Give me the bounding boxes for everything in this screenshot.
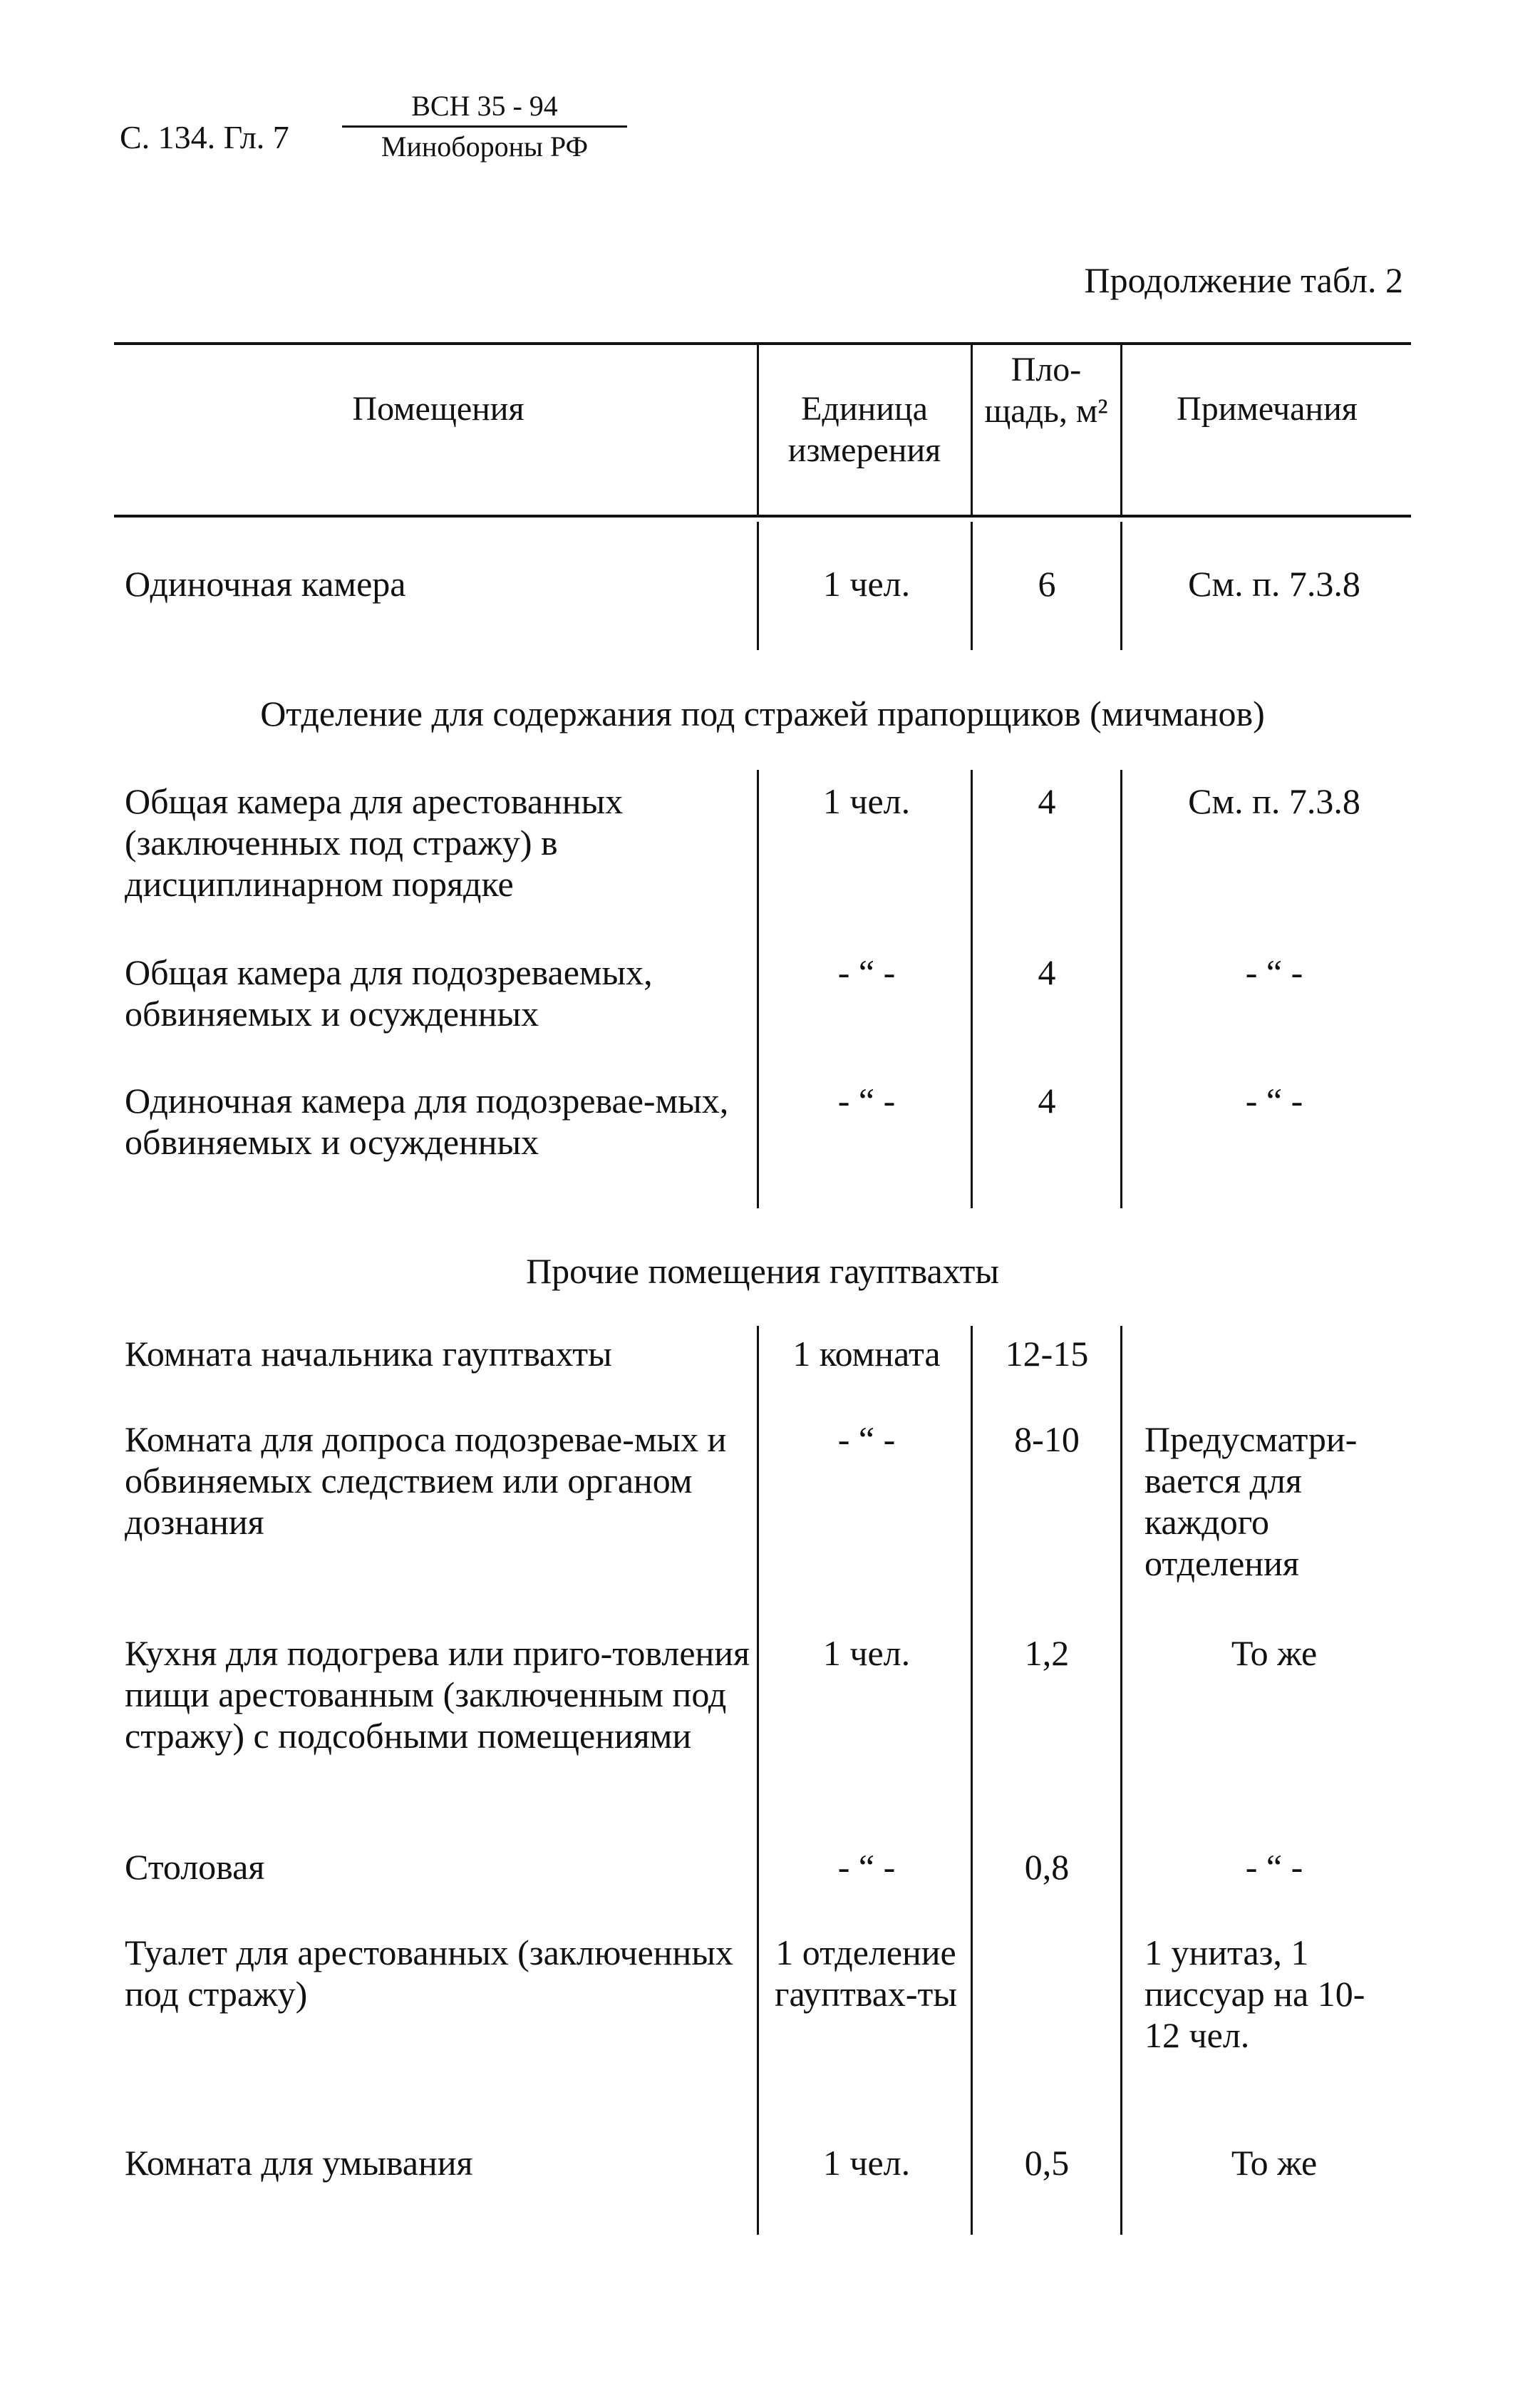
document-code: ВСН 35 - 94 (411, 90, 558, 122)
header-divider (1120, 345, 1122, 515)
table-cell-room: Комната для умывания (125, 2143, 473, 2183)
table-cell-area: 1,2 (1024, 1633, 1070, 1673)
column-header-notes: Примечания (1177, 390, 1358, 428)
table-cell-room: Туалет для арестованных (заключенных под стражу) (125, 1932, 733, 2014)
table-cell-area: 12-15 (1005, 1334, 1089, 1374)
table-cell-note: То же (1231, 2143, 1318, 2183)
table-cell-unit: - “ - (837, 1081, 896, 1121)
table-top-rule (114, 342, 1411, 345)
table-cell-area: 4 (1038, 1081, 1056, 1121)
table-cell-note: - “ - (1245, 1847, 1303, 1887)
column-divider (757, 770, 759, 1208)
table-cell-note: - “ - (1245, 952, 1303, 992)
column-divider (1120, 1326, 1122, 2235)
table-continuation-label: Продолжение табл. 2 (1084, 260, 1403, 300)
table-cell-note: Предусматри-вается для каждого отделения (1144, 1419, 1358, 1583)
header-divider (971, 345, 973, 515)
table-cell-unit: 1 чел. (822, 2143, 911, 2183)
fraction-bar (342, 125, 627, 128)
table-cell-unit: - “ - (837, 1419, 896, 1459)
table-cell-room: Общая камера для арестованных (заключенных под стражу) в дисциплинарном порядке (125, 781, 624, 904)
table-cell-room: Комната для допроса подозревае-мых и обвиняемых следствием или органом дознания (125, 1419, 727, 1542)
table-cell-area: 0,5 (1024, 2143, 1070, 2183)
table-cell-area: 6 (1038, 564, 1056, 604)
table-cell-area: 8-10 (1014, 1419, 1080, 1459)
table-cell-note: См. п. 7.3.8 (1188, 781, 1360, 821)
section-title-other-rooms: Прочие помещения гауптвахты (526, 1251, 999, 1291)
section-title-warrant-officers: Отделение для содержания под стражей прапорщиков (мичманов) (260, 694, 1265, 734)
table-cell-room: Одиночная камера для подозревае-мых, обвиняемых и осужденных (125, 1081, 729, 1162)
table-cell-area: 4 (1038, 781, 1056, 821)
table-cell-unit: 1 отделение гауптвах-ты (774, 1932, 957, 2014)
column-divider (757, 522, 759, 650)
page-reference: С. 134. Гл. 7 (120, 119, 289, 155)
table-cell-unit: 1 чел. (822, 1633, 911, 1673)
table-cell-note: См. п. 7.3.8 (1188, 564, 1360, 604)
table-cell-room: Общая камера для подозреваемых, обвиняемых и осужденных (125, 952, 653, 1034)
table-cell-note: - “ - (1245, 1081, 1303, 1121)
table-cell-room: Одиночная камера (125, 564, 406, 604)
table-cell-unit: - “ - (837, 952, 896, 992)
column-divider (1120, 522, 1122, 650)
header-divider (757, 345, 759, 515)
table-cell-area: 0,8 (1024, 1847, 1070, 1887)
table-cell-unit: 1 чел. (822, 781, 911, 821)
column-header-unit: Единица измерения (787, 390, 941, 469)
column-header-rooms: Помещения (352, 390, 524, 428)
table-cell-unit: 1 чел. (822, 564, 911, 604)
document-code-block (342, 88, 627, 165)
column-header-area: Пло-щадь, м² (984, 351, 1108, 430)
table-cell-area: 4 (1038, 952, 1056, 992)
column-divider (971, 1326, 973, 2235)
table-cell-note: То же (1231, 1633, 1318, 1673)
table-cell-unit: 1 комната (792, 1334, 941, 1374)
document-issuer: Минобороны РФ (381, 130, 589, 163)
header-bottom-rule (114, 515, 1411, 518)
table-cell-room: Столовая (125, 1847, 265, 1887)
table-cell-note: 1 унитаз, 1 писсуар на 10-12 чел. (1144, 1932, 1365, 2055)
table-cell-room: Комната начальника гауптвахты (125, 1334, 612, 1374)
table-cell-room: Кухня для подогрева или приго-товления пищи арестованным (заключенным под стражу) с подсобными помещениями (125, 1633, 750, 1756)
column-divider (1120, 770, 1122, 1208)
table-cell-unit: - “ - (837, 1847, 896, 1887)
column-divider (757, 1326, 759, 2235)
